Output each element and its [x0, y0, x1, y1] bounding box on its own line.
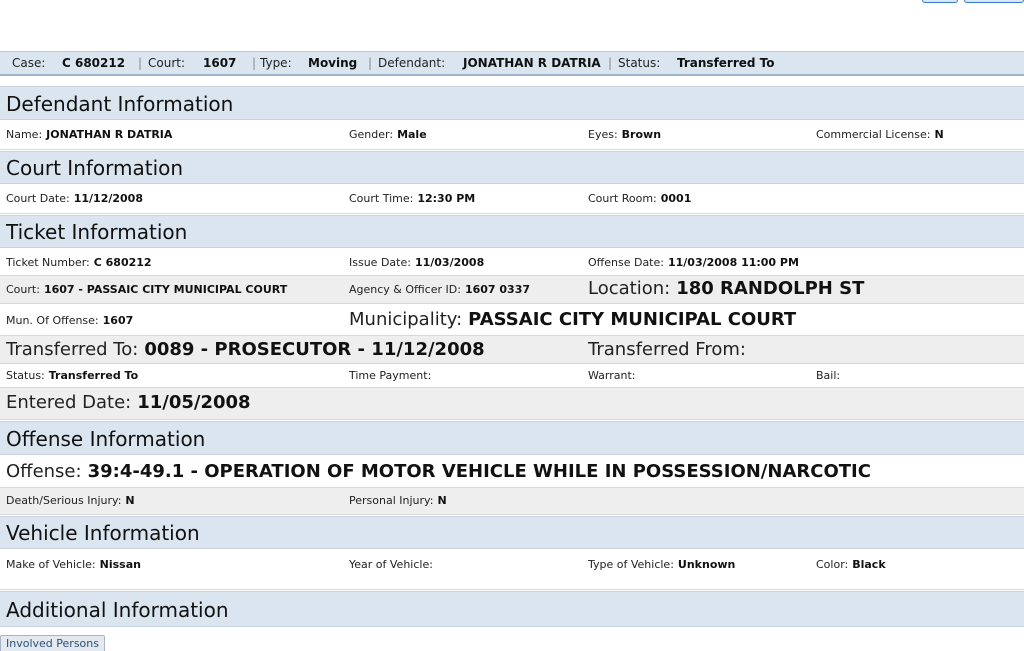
top-toolbar: [0, 0, 1024, 50]
field-ticket-status: Status: Transferred To: [6, 369, 139, 382]
field-issue-date: Issue Date: 11/03/2008: [349, 256, 485, 269]
ticket-row-6: [0, 388, 1024, 420]
field-death-serious-injury: Death/Serious Injury: N: [6, 494, 135, 507]
field-municipality: Municipality: PASSAIC CITY MUNICIPAL COURT: [349, 309, 797, 330]
section-header-ticket: Ticket Information: [0, 215, 1024, 248]
field-mun-of-offense: Mun. Of Offense: 1607: [6, 314, 134, 327]
field-vehicle-year: Year of Vehicle:: [349, 558, 433, 571]
separator: |: [368, 56, 373, 70]
field-agency-officer: Agency & Officer ID: 1607 0337: [349, 283, 530, 296]
field-warrant: Warrant:: [588, 369, 636, 382]
ticket-row-2: [0, 276, 1024, 304]
top-button-2[interactable]: [964, 0, 1024, 3]
field-vehicle-make: Make of Vehicle: Nissan: [6, 558, 141, 571]
field-ticket-number: Ticket Number: C 680212: [6, 256, 152, 269]
case-value: C 680212: [62, 56, 126, 70]
type-value: Moving: [308, 56, 358, 70]
field-eyes: Eyes: Brown: [588, 128, 662, 141]
vehicle-row: [0, 549, 1024, 590]
ticket-row-4: [0, 336, 1024, 364]
separator: |: [252, 56, 257, 70]
ticket-row-1: [0, 248, 1024, 276]
defendant-row: [0, 120, 1024, 150]
field-personal-injury: Personal Injury: N: [349, 494, 447, 507]
field-court-date: Court Date: 11/12/2008: [6, 192, 143, 205]
court-label: Court:: [148, 56, 186, 70]
type-label: Type:: [260, 56, 292, 70]
field-offense-date: Offense Date: 11/03/2008 11:00 PM: [588, 256, 799, 269]
field-entered-date: Entered Date: 11/05/2008: [6, 392, 251, 413]
top-button-1[interactable]: [922, 0, 958, 3]
section-header-vehicle: Vehicle Information: [0, 516, 1024, 549]
field-gender: Gender: Male: [349, 128, 427, 141]
status-value: Transferred To: [677, 56, 775, 70]
status-label: Status:: [618, 56, 661, 70]
field-transferred-from: Transferred From:: [588, 339, 746, 360]
field-name: Name: JONATHAN R DATRIA: [6, 128, 173, 141]
court-value: 1607: [203, 56, 237, 70]
ticket-row-5: [0, 364, 1024, 388]
separator: |: [608, 56, 613, 70]
case-summary-bar: [0, 51, 1024, 76]
separator: |: [138, 56, 143, 70]
field-court-time: Court Time: 12:30 PM: [349, 192, 476, 205]
section-header-offense: Offense Information: [0, 421, 1024, 455]
section-header-court: Court Information: [0, 151, 1024, 184]
field-transferred-to: Transferred To: 0089 - PROSECUTOR - 11/12/2008: [6, 339, 485, 360]
field-offense: Offense: 39:4-49.1 - OPERATION OF MOTOR VEHICLE WHILE IN POSSESSION/NARCOTIC: [6, 461, 871, 482]
field-location: Location: 180 RANDOLPH ST: [588, 278, 865, 299]
field-court-room: Court Room: 0001: [588, 192, 692, 205]
field-time-payment: Time Payment:: [349, 369, 432, 382]
court-row: [0, 184, 1024, 214]
field-vehicle-type: Type of Vehicle: Unknown: [588, 558, 736, 571]
defendant-value: JONATHAN R DATRIA: [463, 56, 601, 70]
involved-persons-button[interactable]: Involved Persons: [0, 635, 105, 651]
offense-row-1: [0, 455, 1024, 488]
section-header-defendant: Defendant Information: [0, 86, 1024, 120]
case-label: Case:: [12, 56, 46, 70]
section-header-additional: Additional Information: [0, 591, 1024, 627]
field-vehicle-color: Color: Black: [816, 558, 886, 571]
field-bail: Bail:: [816, 369, 841, 382]
offense-row-2: [0, 488, 1024, 515]
field-commercial-license: Commercial License: N: [816, 128, 944, 141]
defendant-label: Defendant:: [378, 56, 446, 70]
ticket-row-3: [0, 304, 1024, 336]
field-ticket-court: Court: 1607 - PASSAIC CITY MUNICIPAL COURT: [6, 283, 288, 296]
